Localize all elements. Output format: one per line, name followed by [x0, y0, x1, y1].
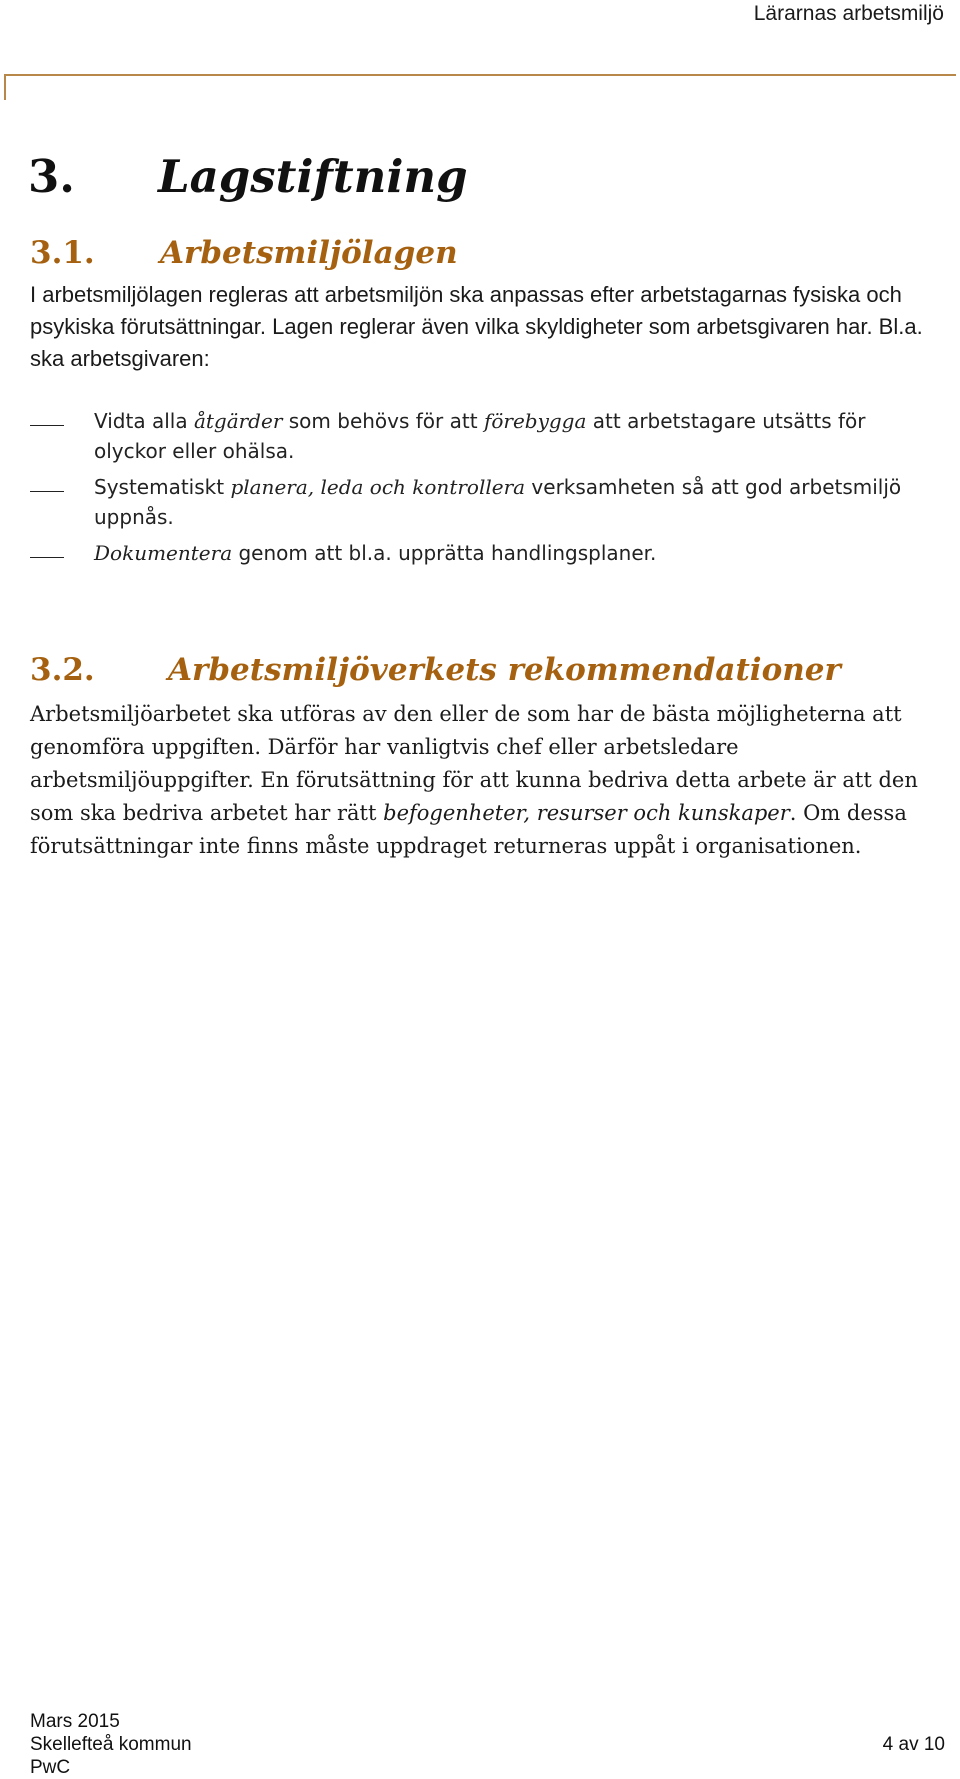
section-number: 3.2.	[30, 652, 95, 688]
section-heading-3-1	[30, 235, 458, 271]
list-item-text: Dokumentera genom att bl.a. upprätta handlingsplaner.	[94, 541, 657, 565]
header-rule-corner	[4, 74, 6, 100]
footer-info	[30, 1710, 192, 1779]
list-item	[0, 406, 960, 466]
section-title: Arbetsmiljöverkets rekommendationer	[168, 652, 841, 688]
section-title: Arbetsmiljölagen	[160, 235, 458, 271]
list-item-text: Systematiskt planera, leda och kontrollera verksamheten så att god arbetsmiljö uppnås.	[94, 475, 902, 529]
footer-firm: PwC	[30, 1757, 71, 1778]
header-title: Lärarnas arbetsmiljö	[753, 2, 944, 25]
section-number: 3.1.	[30, 235, 95, 271]
list-item	[0, 472, 960, 532]
section-body-paragraph: Arbetsmiljöarbetet ska utföras av den eller de som har de bästa möjligheterna att genomföra uppgiften. Därför har vanligtvis chef eller arbetsledare arbetsmiljöuppgifter. En förutsättning för att kunna bedriva detta arbete är att den som ska bedriva arbetet har rätt befogenheter, resurser och kunskaper. Om dessa förutsättningar inte finns måste uppdraget returneras uppåt i organisationen.	[30, 702, 918, 858]
dash-bullet-icon	[30, 491, 64, 492]
dash-bullet-icon	[30, 557, 64, 558]
footer-date: Mars 2015	[30, 1711, 120, 1732]
page-number: 4 av 10	[882, 1734, 945, 1755]
footer-client: Skellefteå kommun	[30, 1734, 192, 1755]
list-item-text: Vidta alla åtgärder som behövs för att förebygga att arbetstagare utsätts för olyckor eller ohälsa.	[94, 409, 866, 463]
list-item	[0, 538, 960, 568]
chapter-title: Lagstiftning	[158, 150, 468, 203]
section-intro-paragraph: I arbetsmiljölagen regleras att arbetsmiljön ska anpassas efter arbetstagarnas fysiska och psykiska förutsättningar. Lagen reglerar även vilka skyldigheter som arbetsgivaren har. Bl.a. ska arbetsgivaren:	[30, 282, 923, 371]
chapter-number: 3.	[28, 150, 75, 203]
section-heading-3-2	[30, 652, 841, 688]
chapter-heading	[28, 150, 468, 203]
dash-bullet-icon	[30, 425, 64, 426]
header-rule	[4, 74, 956, 76]
obligations-list	[0, 406, 960, 574]
